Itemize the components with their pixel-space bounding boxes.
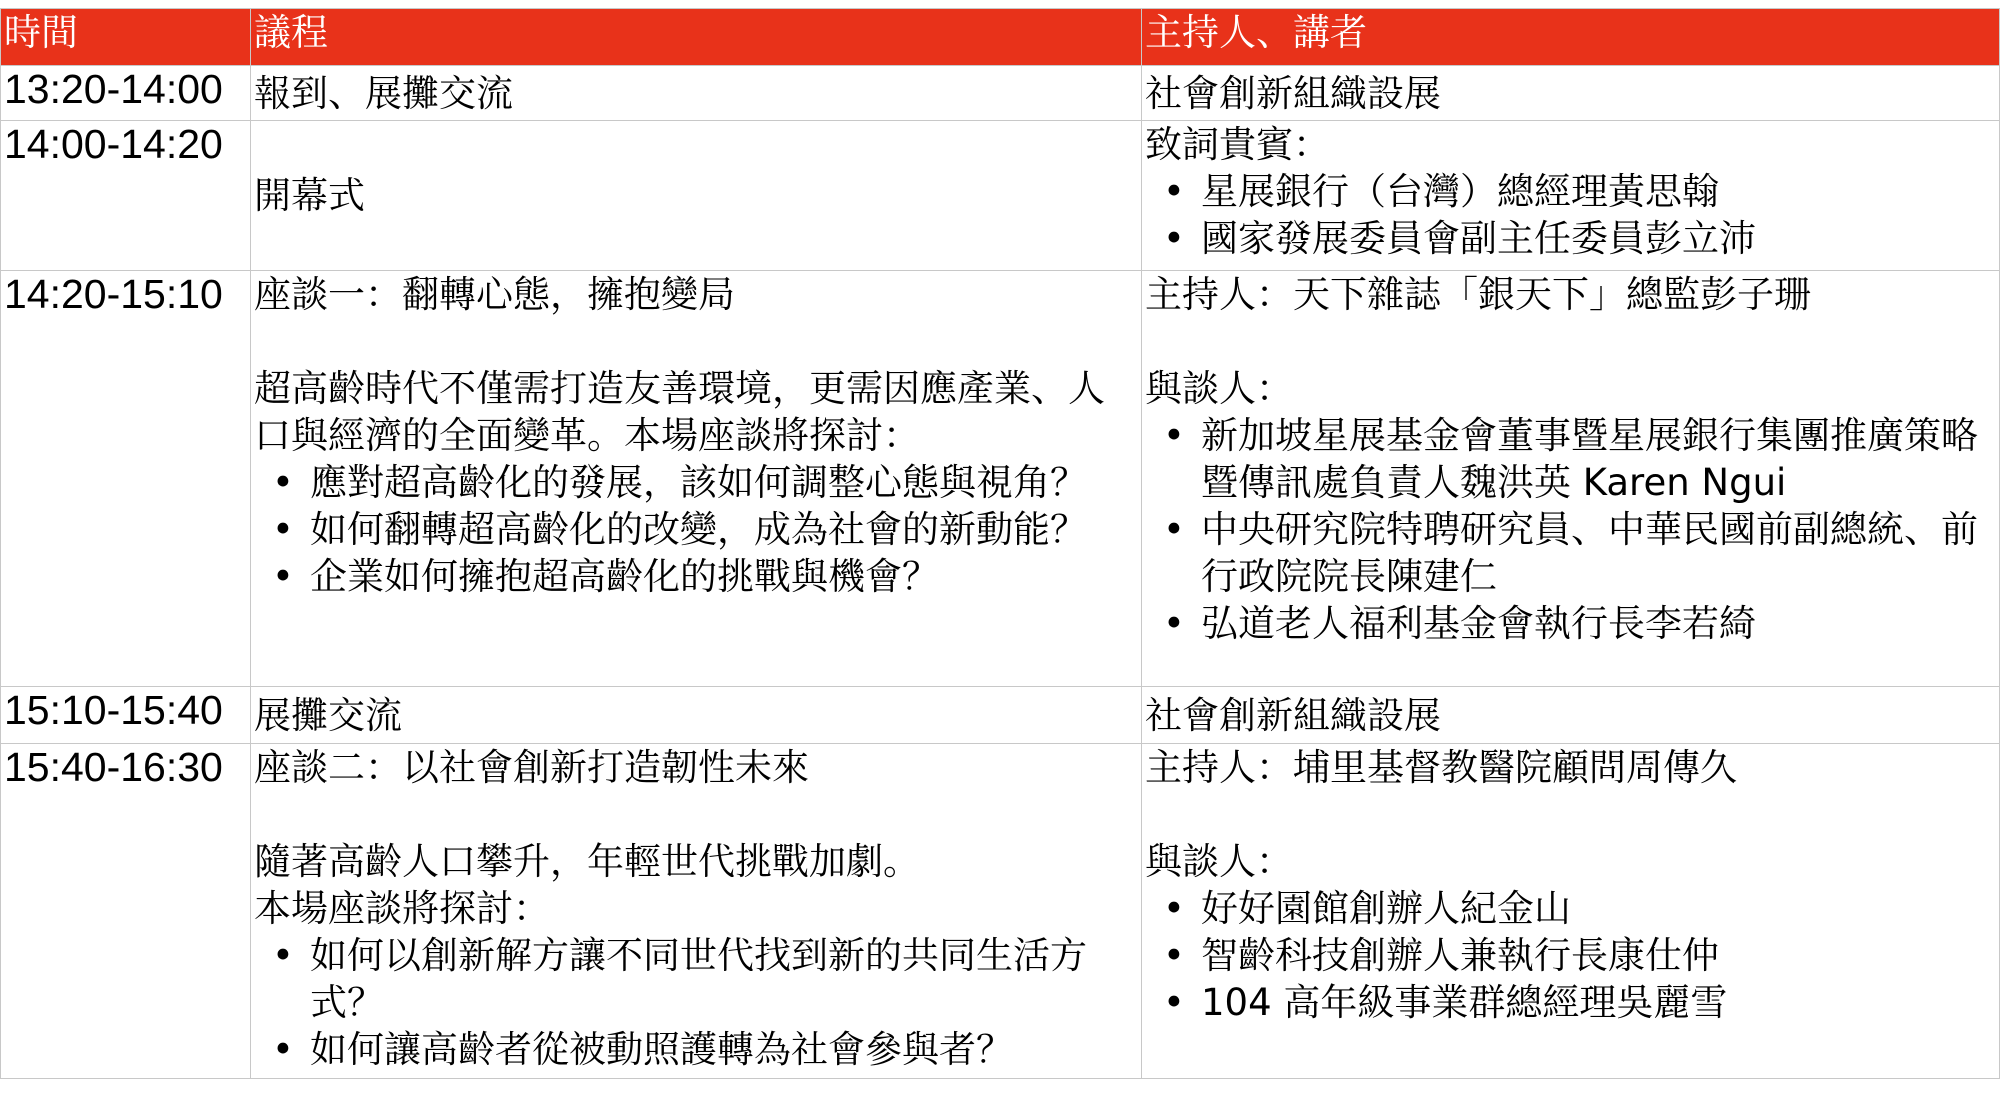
hosts-cell <box>1142 271 2000 687</box>
hosts-cell <box>1142 121 2000 271</box>
list-item: • 如何以創新解方讓不同世代找到新的共同生活方式？ <box>310 932 1141 1026</box>
table-row <box>1 744 2000 1079</box>
session-intro: 隨著高齡人口攀升，年輕世代挑戰加劇。 <box>254 840 920 883</box>
panelist-list <box>1145 885 1999 1026</box>
list-item: • 弘道老人福利基金會執行長李若綺 <box>1201 600 1999 647</box>
session-title: 座談一：翻轉心態，擁抱變局 <box>254 273 735 316</box>
agenda-cell: 展攤交流 <box>251 687 1142 744</box>
list-item: • 企業如何擁抱超高齡化的挑戰與機會？ <box>310 553 1141 600</box>
session-intro: 本場座談將探討： <box>254 887 550 930</box>
topic-list <box>254 932 1141 1073</box>
table-row <box>1 66 2000 121</box>
time-cell: 14:00-14:20 <box>1 121 251 271</box>
panel-label: 與談人： <box>1145 840 1293 883</box>
table-row <box>1 121 2000 271</box>
time-cell: 15:40-16:30 <box>1 744 251 1079</box>
list-item: • 好好園館創辦人紀金山 <box>1201 885 1999 932</box>
session-title: 座談二：以社會創新打造韌性未來 <box>254 746 809 789</box>
agenda-cell: 報到、展攤交流 <box>251 66 1142 121</box>
agenda-cell <box>251 271 1142 687</box>
list-item: • 星展銀行（台灣）總經理黃思翰 <box>1201 168 1999 215</box>
list-item: • 104 高年級事業群總經理吳麗雪 <box>1201 979 1999 1026</box>
agenda-cell <box>251 744 1142 1079</box>
moderator: 主持人：埔里基督教醫院顧問周傳久 <box>1145 746 1737 789</box>
table-row <box>1 271 2000 687</box>
panelist-list <box>1145 412 1999 647</box>
hosts-cell: 社會創新組織設展 <box>1142 687 2000 744</box>
list-item: • 如何讓高齡者從被動照護轉為社會參與者？ <box>310 1026 1141 1073</box>
hosts-cell <box>1142 744 2000 1079</box>
header-hosts: 主持人、講者 <box>1142 9 2000 66</box>
list-item: • 如何翻轉超高齡化的改變，成為社會的新動能？ <box>310 506 1141 553</box>
moderator: 主持人：天下雜誌「銀天下」總監彭子珊 <box>1145 273 1811 316</box>
session-intro: 超高齡時代不僅需打造友善環境，更需因應產業、人口與經濟的全面變革。本場座談將探討： <box>254 367 1105 457</box>
header-time: 時間 <box>1 9 251 66</box>
hosts-cell: 社會創新組織設展 <box>1142 66 2000 121</box>
guest-list <box>1145 168 1999 262</box>
list-item: • 智齡科技創辦人兼執行長康仕仲 <box>1201 932 1999 979</box>
list-item: • 應對超高齡化的發展，該如何調整心態與視角？ <box>310 459 1141 506</box>
topic-list <box>254 459 1141 600</box>
time-cell: 14:20-15:10 <box>1 271 251 687</box>
panel-label: 與談人： <box>1145 367 1293 410</box>
table-header-row <box>1 9 2000 66</box>
agenda-table <box>0 8 2000 1079</box>
list-item: • 國家發展委員會副主任委員彭立沛 <box>1201 215 1999 262</box>
hosts-title: 致詞貴賓： <box>1145 123 1330 166</box>
header-agenda: 議程 <box>251 9 1142 66</box>
list-item: • 中央研究院特聘研究員、中華民國前副總統、前行政院院長陳建仁 <box>1201 506 1999 600</box>
table-row <box>1 687 2000 744</box>
list-item: • 新加坡星展基金會董事暨星展銀行集團推廣策略暨傳訊處負責人魏洪英 Karen Ngui <box>1201 412 1999 506</box>
agenda-cell: 開幕式 <box>251 121 1142 271</box>
time-cell: 15:10-15:40 <box>1 687 251 744</box>
time-cell: 13:20-14:00 <box>1 66 251 121</box>
